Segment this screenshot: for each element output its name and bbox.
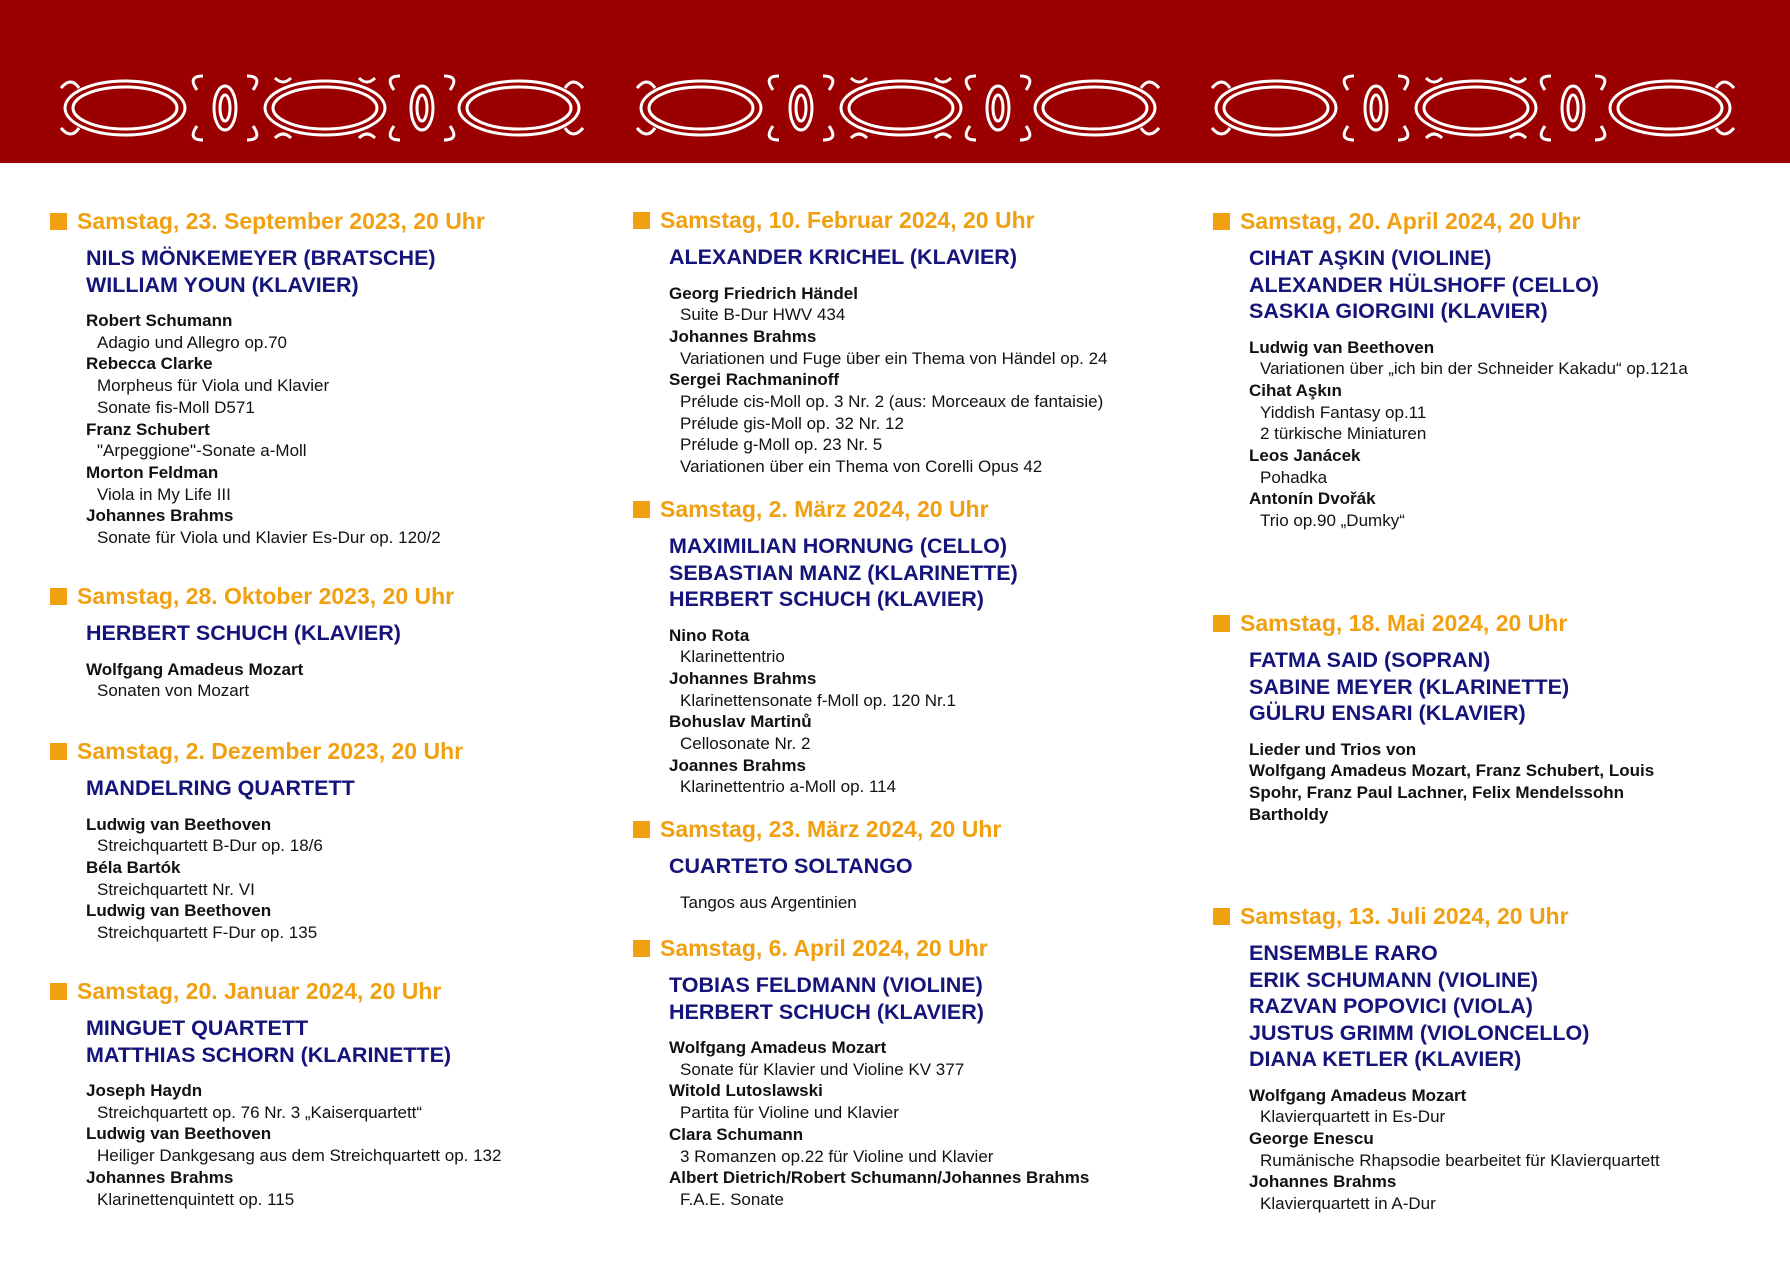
composer: Béla Bartók [86,857,181,877]
work: Klavierquartett in Es-Dur [1260,1107,1446,1127]
composer: Ludwig van Beethoven [86,814,272,834]
composer: Bohuslav Martinů [669,712,812,732]
ornament-border-left [57,70,587,146]
composer: Wolfgang Amadeus Mozart [1249,1085,1467,1105]
work: Heiliger Dankgesang aus dem Streichquartett op. 132 [97,1146,502,1166]
concert-date: Samstag, 13. Juli 2024, 20 Uhr [1213,900,1660,932]
work: Streichquartett Nr. VI [97,879,255,899]
composer: Johannes Brahms [86,506,234,526]
bullet-square-icon [50,983,67,1000]
program [669,892,1001,914]
program-note: Wolfgang Amadeus Mozart, Franz Schubert, Louis [1249,761,1655,781]
concert-entry [50,580,454,702]
work: Sonate fis-Moll D571 [97,397,255,417]
work: Prélude cis-Moll op. 3 Nr. 2 (aus: Morceaux de fantaisie) [680,392,1104,412]
bullet-square-icon [50,588,67,605]
work: "Arpeggione"-Sonate a-Moll [97,441,307,461]
bullet-square-icon [633,501,650,518]
composer: Rebecca Clarke [86,354,213,374]
composer: Leos Janácek [1249,446,1361,466]
artist-line: NILS MÖNKEMEYER (BRATSCHE) [86,246,436,270]
composer: Albert Dietrich/Robert Schumann/Johannes Brahms [669,1168,1090,1188]
work: Klarinettensonate f-Moll op. 120 Nr.1 [680,690,956,710]
composer: Georg Friedrich Händel [669,283,858,303]
concert-date: Samstag, 23. März 2024, 20 Uhr [633,813,1001,845]
artist-line: ALEXANDER HÜLSHOFF (CELLO) [1249,272,1599,297]
artist-line: MINGUET QUARTETT [86,1016,309,1040]
composer: Joannes Brahms [669,755,806,775]
artist-line: HERBERT SCHUCH (KLAVIER) [669,999,984,1024]
program [86,814,463,944]
bullet-square-icon [1213,213,1230,230]
bullet-square-icon [633,940,650,957]
composer: Nino Rota [669,625,750,645]
composer: Morton Feldman [86,462,219,482]
work: F.A.E. Sonate [680,1189,784,1209]
artist-line: GÜLRU ENSARI (KLAVIER) [1249,701,1526,725]
work: Suite B-Dur HWV 434 [680,305,846,325]
work: Cellosonate Nr. 2 [680,734,811,754]
work: Adagio und Allegro op.70 [97,332,287,352]
work: Klarinettenquintett op. 115 [97,1189,295,1209]
work: Klarinettentrio [680,647,785,667]
artist-line: HERBERT SCHUCH (KLAVIER) [86,621,401,645]
concert-entry [633,493,1018,798]
concert-entry [1213,607,1654,825]
program [86,659,454,702]
artist-line: TOBIAS FELDMANN (VIOLINE) [669,973,983,997]
artist-line: MANDELRING QUARTETT [86,776,355,800]
work: Variationen über „ich bin der Schneider Kakadu“ op.121a [1260,359,1688,379]
ornament-border-right [1208,70,1738,146]
composer: Robert Schumann [86,311,233,330]
program [86,310,485,549]
artist-line: ALEXANDER KRICHEL (KLAVIER) [669,245,1017,269]
work: Yiddish Fantasy op.11 [1260,402,1427,422]
artist-line: CIHAT AŞKIN (VIOLINE) [1249,246,1492,270]
bullet-square-icon [1213,908,1230,925]
concert-entry [50,205,485,549]
work: Variationen über ein Thema von Corelli Opus 42 [680,457,1043,477]
work: Prélude g-Moll op. 23 Nr. 5 [680,435,883,455]
header-banner [0,0,1790,163]
composer: Johannes Brahms [669,326,817,346]
concert-date: Samstag, 6. April 2024, 20 Uhr [633,932,1089,964]
artist-line: FATMA SAID (SOPRAN) [1249,648,1491,672]
ornament-border-center [633,70,1163,146]
work: Prélude gis-Moll op. 32 Nr. 12 [680,413,904,433]
work: Klarinettentrio a-Moll op. 114 [680,777,897,797]
artist-line: MATTHIAS SCHORN (KLARINETTE) [86,1042,452,1067]
work: Morpheus für Viola und Klavier [97,376,330,396]
composer: Witold Lutoslawski [669,1081,823,1101]
work: Viola in My Life III [97,484,231,504]
work: Sonaten von Mozart [97,681,250,701]
concert-entry [633,204,1108,478]
program [1249,337,1688,532]
concert-date: Samstag, 28. Oktober 2023, 20 Uhr [50,580,454,612]
concert-date: Samstag, 2. März 2024, 20 Uhr [633,493,1018,525]
bullet-square-icon [633,212,650,229]
work: Sonate für Klavier und Violine KV 377 [680,1059,965,1079]
composer: Ludwig van Beethoven [1249,337,1435,357]
work: 2 türkische Miniaturen [1260,424,1427,444]
composer: Cihat Aşkın [1249,380,1342,400]
artist-line: MAXIMILIAN HORNUNG (CELLO) [669,534,1007,558]
concert-entry [633,932,1089,1211]
bullet-square-icon [50,213,67,230]
artist-line: ENSEMBLE RARO [1249,941,1438,965]
concert-entry [50,735,463,944]
work: Partita für Violine und Klavier [680,1103,899,1123]
composer: Antonín Dvořák [1249,489,1376,509]
artist-line: HERBERT SCHUCH (KLAVIER) [669,587,984,611]
artist-line: SABINE MEYER (KLARINETTE) [1249,674,1570,699]
artist-line: JUSTUS GRIMM (VIOLONCELLO) [1249,1020,1590,1045]
work: Sonate für Viola und Klavier Es-Dur op. 120/2 [97,528,441,548]
concert-date: Samstag, 20. Januar 2024, 20 Uhr [50,975,501,1007]
artist-line: SEBASTIAN MANZ (KLARINETTE) [669,560,1018,585]
concert-entry [1213,900,1660,1215]
composer: Johannes Brahms [669,668,817,688]
program-intro: Lieder und Trios von [1249,739,1417,759]
bullet-square-icon [633,821,650,838]
concert-entry [1213,205,1688,532]
artist-line: RAZVAN POPOVICI (VIOLA) [1249,994,1533,1018]
composer: Ludwig van Beethoven [86,1124,272,1144]
composer: Sergei Rachmaninoff [669,370,840,390]
concert-entry [633,813,1001,913]
work: Variationen und Fuge über ein Thema von Händel op. 24 [680,348,1108,368]
composer: Joseph Haydn [86,1081,203,1100]
program-note: Bartholdy [1249,804,1329,824]
concert-date: Samstag, 2. Dezember 2023, 20 Uhr [50,735,463,767]
composer: George Enescu [1249,1128,1374,1148]
work: Streichquartett B-Dur op. 18/6 [97,836,323,856]
artist-line: ERIK SCHUMANN (VIOLINE) [1249,967,1539,992]
work: Streichquartett op. 76 Nr. 3 „Kaiserquartett“ [97,1102,423,1122]
composer: Wolfgang Amadeus Mozart [86,659,304,679]
artist-line: CUARTETO SOLTANGO [669,854,913,878]
artist-line: DIANA KETLER (KLAVIER) [1249,1047,1522,1071]
program [669,1037,1089,1211]
concert-date: Samstag, 23. September 2023, 20 Uhr [50,205,485,237]
concert-date: Samstag, 18. Mai 2024, 20 Uhr [1213,607,1654,639]
bullet-square-icon [50,743,67,760]
composer: Johannes Brahms [1249,1172,1397,1192]
composer: Johannes Brahms [86,1167,234,1187]
work: Tangos aus Argentinien [680,892,857,912]
work: Streichquartett F-Dur op. 135 [97,923,318,943]
artist-line: SASKIA GIORGINI (KLAVIER) [1249,299,1548,323]
program [1249,1085,1660,1215]
program [1249,739,1654,826]
work: Trio op.90 „Dumky“ [1260,511,1405,531]
concert-entry [50,975,501,1210]
program [86,1080,501,1210]
program [669,625,1018,799]
program-note: Spohr, Franz Paul Lachner, Felix Mendelssohn [1249,782,1625,802]
work: 3 Romanzen op.22 für Violine und Klavier [680,1146,994,1166]
composer: Clara Schumann [669,1124,804,1144]
work: Rumänische Rhapsodie bearbeitet für Klavierquartett [1260,1150,1660,1170]
work: Pohadka [1260,467,1328,487]
concert-date: Samstag, 20. April 2024, 20 Uhr [1213,205,1688,237]
program [669,283,1108,478]
composer: Wolfgang Amadeus Mozart [669,1038,887,1057]
bullet-square-icon [1213,615,1230,632]
work: Klavierquartett in A-Dur [1260,1194,1436,1214]
artist-line: WILLIAM YOUN (KLAVIER) [86,272,359,297]
composer: Franz Schubert [86,419,210,439]
concert-date: Samstag, 10. Februar 2024, 20 Uhr [633,204,1108,236]
composer: Ludwig van Beethoven [86,901,272,921]
